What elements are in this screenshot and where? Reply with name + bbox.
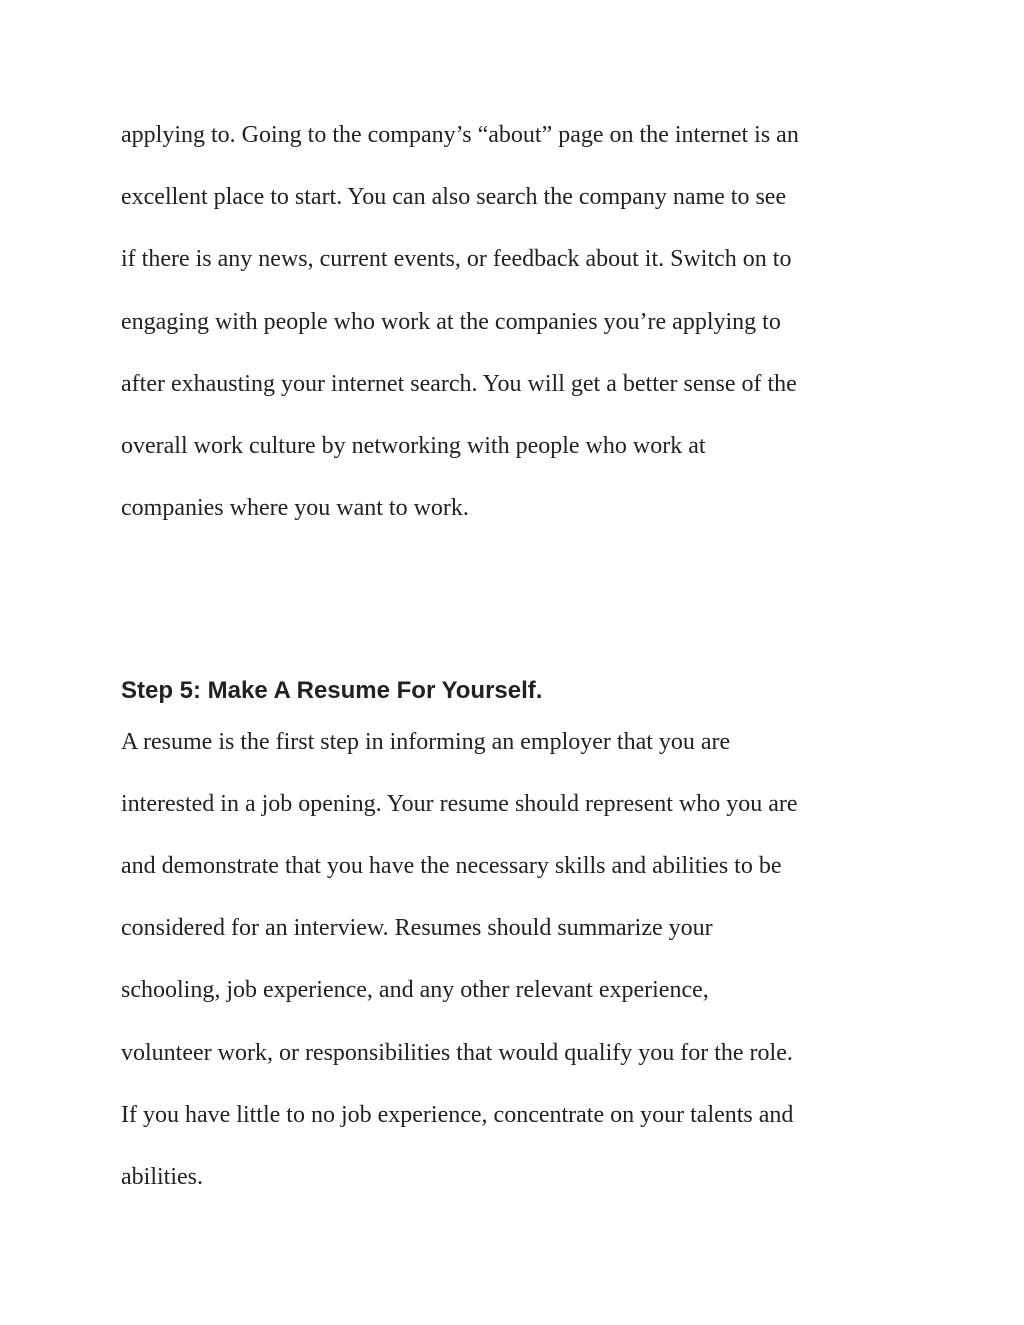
paragraph-line: and demonstrate that you have the necessary skills and abilities to be bbox=[121, 853, 782, 879]
paragraph-line: interested in a job opening. Your resume should represent who you are bbox=[121, 791, 798, 817]
paragraph-line: considered for an interview. Resumes should summarize your bbox=[121, 915, 713, 941]
paragraph-line: engaging with people who work at the companies you’re applying to bbox=[121, 309, 781, 335]
paragraph-line: excellent place to start. You can also search the company name to see bbox=[121, 184, 787, 210]
paragraph-line: companies where you want to work. bbox=[121, 495, 469, 521]
paragraph-line: volunteer work, or responsibilities that would qualify you for the role. bbox=[121, 1040, 793, 1066]
paragraph-line: overall work culture by networking with people who work at bbox=[121, 433, 706, 459]
paragraph-line: applying to. Going to the company’s “about” page on the internet is an bbox=[121, 122, 799, 148]
paragraph-line: A resume is the first step in informing an employer that you are bbox=[121, 729, 731, 755]
paragraph-line: if there is any news, current events, or feedback about it. Switch on to bbox=[121, 246, 792, 272]
paragraph-line: abilities. bbox=[121, 1164, 203, 1190]
section-heading: Step 5: Make A Resume For Yourself. bbox=[121, 677, 543, 704]
paragraph-line: If you have little to no job experience, concentrate on your talents and bbox=[121, 1102, 794, 1128]
paragraph-line: after exhausting your internet search. You will get a better sense of the bbox=[121, 371, 797, 397]
paragraph-line: schooling, job experience, and any other relevant experience, bbox=[121, 977, 709, 1003]
